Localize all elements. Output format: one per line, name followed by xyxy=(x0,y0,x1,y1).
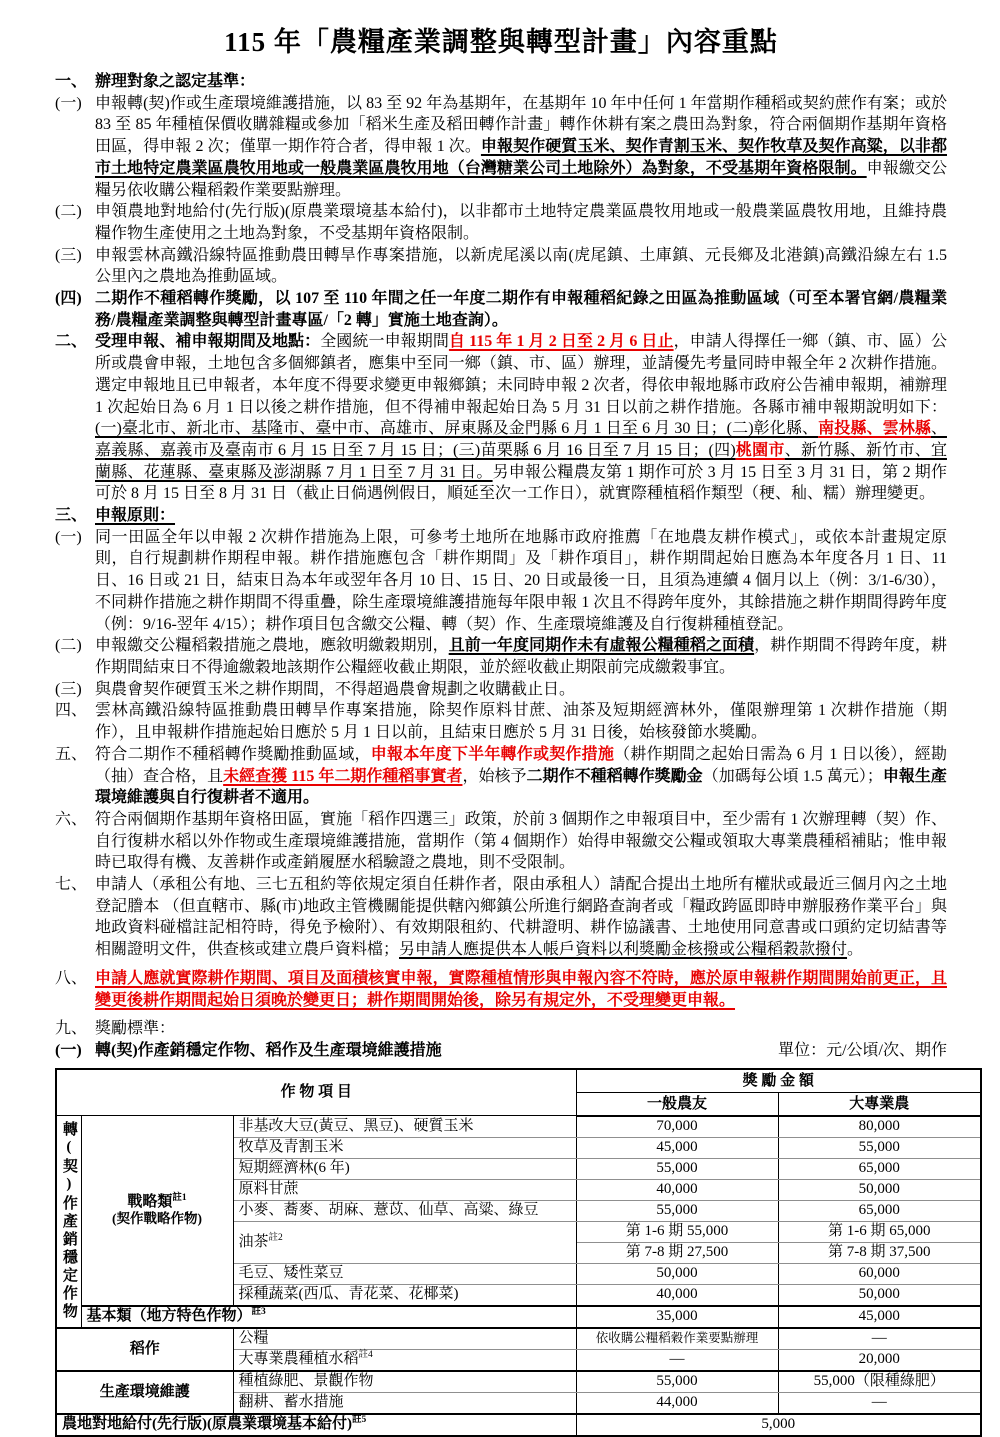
list-marker: (一) xyxy=(55,528,82,546)
text-run: 二期作不種稻轉作獎勵金 xyxy=(526,767,703,785)
crop-name-cell: 牧草及青割玉米 xyxy=(233,1137,576,1158)
text-run: 申報轉(契)作或生產環境維護措施，以 83 至 92 年為基期年，在基期年 10 年中任何 1 年當期作種稻或契約蔗作有案；或於 83 至 85 年種植保價收購雜糧或參加「稻米生產及稻田轉作計畫」轉作休耕有案之農田為對象，符合兩個期作基期年資格田區，得申報 2 次；僅單一期作符合者，得申報 1 次。 xyxy=(95,94,947,156)
text-run: 申報繳交公糧另依收購公糧稻穀作業要點辦理。 xyxy=(95,159,947,199)
paragraph xyxy=(55,744,947,809)
award-value-cell: 50,000 xyxy=(576,1263,778,1284)
text-run: （耕作期間之起始日需為 6 月 1 日以後），經勘（抽）查合格，且 xyxy=(95,745,947,785)
text-run: 、嘉義縣、嘉義市及臺南市 6 月 15 日至 7 月 15 日；(三)苗栗縣 6 月 16 日至 7 月 15 日；(四) xyxy=(95,420,947,459)
award-value-cell: — xyxy=(778,1392,981,1414)
text-run: 申報雲林高鐵沿線特區推動農田轉旱作專案措施，以新虎尾溪以南(虎尾鎮、土庫鎮、元長鄉及北港鎮)高鐵沿線左右 1.5 公里內之農地為推動區域。 xyxy=(95,246,947,286)
table-row xyxy=(56,1328,981,1350)
list-marker: 八、 xyxy=(55,969,88,987)
text-run: 另申請人應提供本人帳戶資料以利獎勵金核撥或公糧稻穀款撥付 xyxy=(399,941,848,959)
text-run: 。 xyxy=(847,941,864,959)
strategy-label: 戰略類 xyxy=(127,1194,173,1210)
award-value-cell: 65,000 xyxy=(778,1200,981,1221)
paragraph xyxy=(55,1040,947,1062)
strategy-sublabel: (契作戰略作物) xyxy=(112,1211,202,1227)
list-marker: 五、 xyxy=(55,745,88,763)
paragraph xyxy=(55,809,947,874)
award-value-cell: 55,000 xyxy=(576,1371,778,1393)
award-table xyxy=(55,1068,982,1437)
text-run: 符合二期作不種稻轉作獎勵推動區域， xyxy=(95,745,371,763)
footnote-marker: 註2 xyxy=(268,1232,283,1243)
text-run: 雲林高鐵沿線特區推動農田轉旱作專案措施，除契作原料甘蔗、油茶及短期經濟林外，僅限辦理第 1 次耕作措施（期作），且申報耕作措施起始日應於 5 月 1 日以前，且結束日應於 5 月 31 日後，始核發節水獎勵。 xyxy=(95,702,947,742)
list-marker: 九、 xyxy=(55,1020,88,1038)
award-value-cell: — xyxy=(778,1328,981,1350)
paragraph xyxy=(55,505,947,527)
crop-name-cell: 短期經濟林(6 年) xyxy=(233,1158,576,1179)
list-marker: (二) xyxy=(55,637,82,655)
text-run: 獎勵標準： xyxy=(95,1020,176,1038)
award-value-cell: 55,000（限種綠肥） xyxy=(778,1371,981,1393)
env-item-cell: 種植綠肥、景觀作物 xyxy=(233,1371,576,1393)
table-row xyxy=(56,1116,981,1138)
text-run: 另申報公糧農友第 1 期作可於 3 月 15 日至 3 月 31 日，第 2 期作可於 8 月 15 日至 8 月 31 日（截止日倘遇例假日，順延至次一工作日），就實際種植稻作類型（稉、秈、糯）辦理變更。 xyxy=(95,463,947,503)
paragraph xyxy=(55,331,947,505)
list-marker: (一) xyxy=(55,94,82,112)
text-run: (一)臺北市、新北市、基隆市、臺中市、高雄市、屏東縣及金門縣 6 月 1 日至 6 月 30 日；(二)彰化縣、 xyxy=(95,420,819,438)
text-run: 申領農地對地給付(先行版)(原農業環境基本給付)，以非都市土地特定農業區農牧用地或一般農業區農牧用地，且維持農糧作物生產使用之土地為對象，不受基期年資格限制。 xyxy=(95,203,947,242)
paragraph xyxy=(55,93,947,202)
award-value-cell: 依收購公糧稻穀作業要點辦理 xyxy=(576,1328,778,1350)
text-run: 自 115 年 1 月 2 日至 2 月 6 日止 xyxy=(448,333,674,351)
crop-name-cell: 非基改大豆(黃豆、黑豆)、硬質玉米 xyxy=(233,1116,576,1138)
general-farmer-header: 一般農友 xyxy=(576,1092,778,1116)
text-run: 申報本年度下半年轉作或契作措施 xyxy=(370,745,615,763)
crop-name-cell: 採種蔬菜(西瓜、青花菜、花椰菜) xyxy=(233,1284,576,1306)
text-run: 且前一年度同期作未有虛報公糧種稻之面積 xyxy=(448,637,755,655)
paragraph xyxy=(55,1018,947,1040)
strategy-category-label xyxy=(81,1116,233,1306)
text-run: 申報生產環境維護與自行復耕者不適用。 xyxy=(95,767,947,807)
text-run: 南投縣、雲林縣 xyxy=(818,420,931,438)
rice-section-label: 稻作 xyxy=(56,1328,233,1371)
table-row xyxy=(56,1371,981,1393)
document-body xyxy=(55,71,947,1062)
rice-item-cell: 大專業農種植水稻$^{註4}$ xyxy=(233,1349,576,1371)
paragraph xyxy=(55,201,947,244)
award-value-cell: 55,000 xyxy=(576,1200,778,1221)
unit-note: 單位：元/公頃/次、期作 xyxy=(778,1041,947,1059)
table-row xyxy=(56,1414,981,1436)
award-amount-header: 獎 勵 金 額 xyxy=(576,1069,981,1093)
award-value-cell: 80,000 xyxy=(778,1116,981,1138)
crop-name-cell: 毛豆、矮性菜豆 xyxy=(233,1263,576,1284)
award-value-cell: 第 7-8 期 37,500 xyxy=(778,1242,981,1263)
text-run: 申報契作硬質玉米、契作青割玉米、契作牧草及契作高粱，以非都市土地特定農業區農牧用地或一般農業區農牧用地（台灣糖業公司土地除外）為對象，不受基期年資格限制。 xyxy=(95,138,947,177)
paragraph xyxy=(55,874,947,961)
basic-category-label: 基本類（地方特色作物）$^{註3}$ xyxy=(81,1306,576,1328)
text-run: ，申請人得擇任一鄉（鎮、市、區）公所或農會申報，土地包含多個鄉鎮者，應集中至同一鄉（鎮、市、區）辦理，並請優先考量同時申報全年 2 次耕作措施。選定申報地且已申報者，本年度不得要求變更申報鄉鎮；未同時申報 2 次者，得依申報地縣市政府公告補申報期，補辦理 1 次起始日為 6 月 1 日以後之耕作措施，但不得補申報起始日為 5 月 31 日以前之耕作措施。各縣市補申報期說明如下： xyxy=(95,333,947,416)
text-run: 與農會契作硬質玉米之耕作期間，不得超過農會規劃之收購截止日。 xyxy=(95,680,576,698)
text-run: 受理申報、補申報期間及地點： xyxy=(95,333,321,351)
footnote-marker: 註5 xyxy=(351,1415,367,1426)
award-value-cell: 第 7-8 期 27,500 xyxy=(576,1242,778,1263)
list-marker: 二、 xyxy=(55,333,88,351)
rice-item-cell: 公糧 xyxy=(233,1328,576,1350)
text-run: 未經查獲 115 年二期作種稻事實者 xyxy=(223,767,463,785)
text-run: 、新竹縣、新竹市、宜蘭縣、花蓮縣、臺東縣及澎湖縣 7 月 1 日至 7 月 31 日。 xyxy=(95,441,947,481)
document-title: 115 年「農糧產業調整與轉型計畫」內容重點 xyxy=(224,27,778,57)
award-value-cell: 50,000 xyxy=(778,1179,981,1200)
transfer-group-label: 轉(契)作產銷穩定作物 xyxy=(56,1116,81,1328)
table-row xyxy=(56,1069,981,1093)
land-payment-value: 5,000 xyxy=(576,1414,981,1436)
list-marker: (一) xyxy=(55,1041,82,1059)
award-value-cell: 50,000 xyxy=(778,1284,981,1306)
text-run: 同一田區全年以申報 2 次耕作措施為上限，可參考土地所在地縣市政府推薦「在地農友耕作模式」，或依本計畫規定原則，自行規劃耕作期程申報。耕作措施應包含「耕作期間」及「耕作項目」，耕作期間起始日應為本年度各月 1 日、11 日、16 日或 21 日，結束日為本年或翌年各月 10 日、15 日、20 日或最後一日，且須為連續 4 個月以上（例：3/1-6/30），不同耕作措施之耕作期間不得重疊，除生產環境維護措施每年限申報 1 次且不得跨年度外，其餘措施之耕作期間得跨年度（例：9/16-翌年 4/15）；耕作項目包含繳交公糧、轉（契）作、生產環境維護及自行復耕種植登記。 xyxy=(95,528,947,633)
list-marker: 三、 xyxy=(55,507,88,525)
award-value-cell: 55,000 xyxy=(778,1137,981,1158)
award-value-cell: 44,000 xyxy=(576,1392,778,1414)
text-run: 申報原則： xyxy=(95,507,176,525)
text-run: （加碼每公頃 1.5 萬元）； xyxy=(702,767,883,785)
text-run: 桃園市 xyxy=(735,441,785,459)
env-item-cell: 翻耕、蓄水措施 xyxy=(233,1392,576,1414)
list-marker: 四、 xyxy=(55,702,88,720)
award-value-cell: 20,000 xyxy=(778,1349,981,1371)
text-run: 轉(契)作產銷穩定作物、稻作及生產環境維護措施 xyxy=(95,1041,442,1059)
paragraph xyxy=(55,700,947,743)
paragraph xyxy=(55,245,947,288)
award-value-cell: 65,000 xyxy=(778,1158,981,1179)
paragraph xyxy=(55,968,947,1011)
text-run: 申請人應就實際耕作期間、項目及面積核實申報，實際種植情形與申報內容不符時，應於原申報耕作期間開始前更正，且變更後耕作期間起始日須晚於變更日；耕作期間開始後，除另有規定外，不受理變更申報。 xyxy=(95,969,947,1009)
award-value-cell: 60,000 xyxy=(778,1263,981,1284)
table-row xyxy=(56,1306,981,1328)
award-value-cell: 70,000 xyxy=(576,1116,778,1138)
text-run: 二期作不種稻轉作獎勵，以 107 至 110 年間之任一年度二期作有申報種稻紀錄之田區為推動區域（可至本署官網/農糧業務/農糧產業調整與轉型計畫專區/「2 轉」實施土地查詢）。 xyxy=(95,290,947,329)
paragraph xyxy=(55,71,947,93)
footnote-marker: 註1 xyxy=(172,1193,187,1203)
list-marker: 六、 xyxy=(55,810,88,828)
land-payment-label: 農地對地給付(先行版)(原農業環境基本給付)$^{註5}$ xyxy=(56,1414,576,1436)
list-marker: (二) xyxy=(55,203,82,221)
award-value-cell: 第 1-6 期 65,000 xyxy=(778,1221,981,1242)
list-marker: 一、 xyxy=(55,73,88,90)
text-run: 符合兩個期作基期年資格田區，實施「稻作四選三」政策，於前 3 個期作之申報項目中，至少需有 1 次辦理轉（契）作、自行復耕水稻以外作物或生產環境維護措施，當期作（第 4 個期作）始得申報繳交公糧或領取大專業農種稻補貼；惟申報時已取得有機、友善耕作或產銷履歷水稻驗證之農地，則不受限制。 xyxy=(95,810,947,872)
text-run: 辦理對象之認定基準： xyxy=(95,73,256,90)
text-run: ，耕作期間不得跨年度，耕作期間結束日不得逾繳穀地該期作公糧經收截止期限，並於經收截止期限前完成繳穀事宜。 xyxy=(95,637,947,676)
text-run: 申請人（承租公有地、三七五租約等依規定須自任耕作者，限由承租人）請配合提出土地所有權狀或最近三個月內之土地登記謄本 （但直轄市、縣(市)地政主管機關能提供轄內鄉鎮公所進行網路查詢者或「糧政跨區即時申辦服務作業平台」與地政資料碰檔註記相符時，得免予檢附）、有效期限租約、代耕證明、耕作協議書、土地使用同意書或口頭約定切結書等相關證明文件，供查核或建立農戶資料檔； xyxy=(95,876,947,959)
list-marker: 七、 xyxy=(55,876,88,894)
footnote-marker: 註4 xyxy=(358,1350,373,1361)
footnote-marker: 註3 xyxy=(251,1307,266,1318)
award-value-cell: 35,000 xyxy=(576,1306,778,1328)
text-run: 全國統一申報期間 xyxy=(320,333,449,351)
crop-name-cell: 小麥、蕎麥、胡麻、薏苡、仙草、高粱、綠豆 xyxy=(233,1200,576,1221)
crop-name-cell: 油茶$^{註2}$ xyxy=(233,1221,576,1263)
award-value-cell: 40,000 xyxy=(576,1284,778,1306)
professional-farmer-header: 大專業農 xyxy=(778,1092,981,1116)
env-maintenance-label: 生產環境維護 xyxy=(56,1371,233,1414)
paragraph xyxy=(55,679,947,701)
paragraph xyxy=(55,288,947,331)
award-value-cell: — xyxy=(576,1349,778,1371)
award-value-cell: 55,000 xyxy=(576,1158,778,1179)
award-value-cell: 40,000 xyxy=(576,1179,778,1200)
award-value-cell: 45,000 xyxy=(576,1137,778,1158)
award-value-cell: 45,000 xyxy=(778,1306,981,1328)
list-marker: (三) xyxy=(55,680,82,698)
award-value-cell: 第 1-6 期 55,000 xyxy=(576,1221,778,1242)
crop-item-header: 作 物 項 目 xyxy=(56,1069,576,1116)
list-marker: (四) xyxy=(55,290,82,308)
paragraph xyxy=(55,635,947,678)
text-run: ，始核予 xyxy=(462,767,527,785)
list-marker: (三) xyxy=(55,246,82,264)
crop-name-cell: 原料甘蔗 xyxy=(233,1179,576,1200)
paragraph xyxy=(55,527,947,636)
text-run: 申報繳交公糧稻穀措施之農地，應敘明繳穀期別， xyxy=(95,637,449,655)
